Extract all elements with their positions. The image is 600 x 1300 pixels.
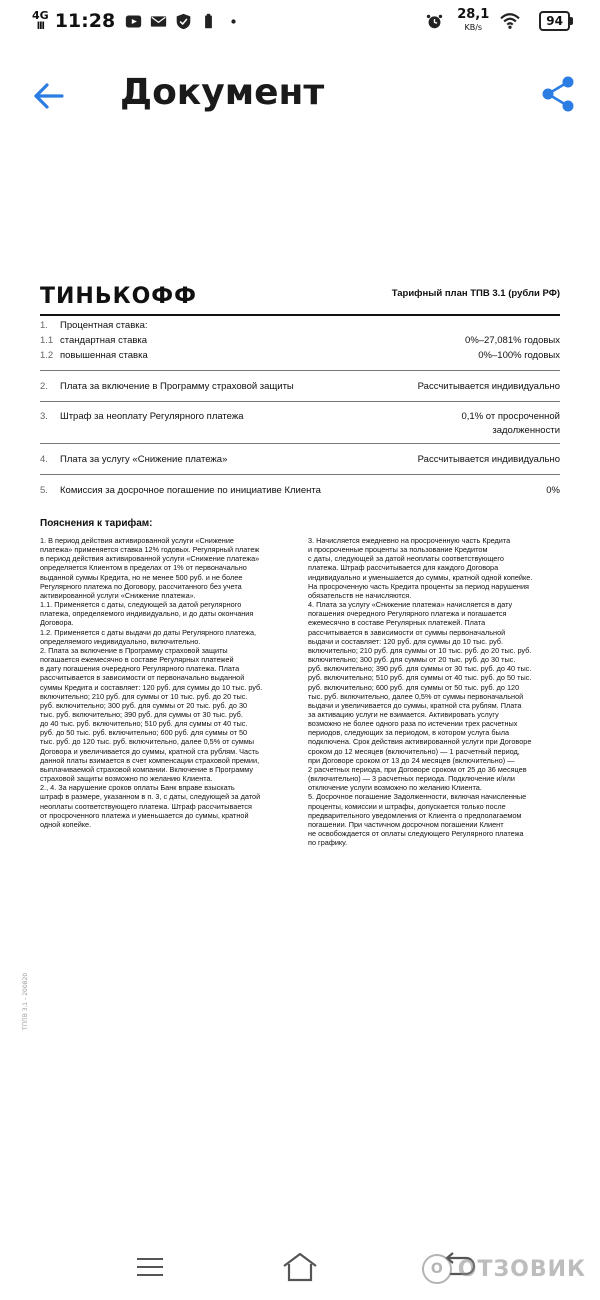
header-divider: [40, 314, 560, 316]
notes-title: Пояснения к тарифам:: [40, 518, 153, 529]
back-arrow-icon[interactable]: [28, 76, 68, 116]
menu-icon[interactable]: [136, 1256, 164, 1278]
speed-unit: KB/s: [464, 23, 483, 32]
alarm-icon: [426, 13, 443, 30]
wifi-icon: [499, 12, 521, 30]
shield-icon: [175, 13, 192, 30]
battery-saver-icon: [200, 13, 217, 30]
row-divider: [40, 474, 560, 475]
share-icon[interactable]: [538, 74, 578, 114]
row-label: Плата за услугу «Снижение платежа»: [60, 454, 228, 465]
speed-value: 28,1: [457, 7, 490, 22]
row-divider: [40, 370, 560, 371]
brand-logo: ТИНЬКОФФ: [40, 284, 197, 309]
row-value: 0%: [546, 485, 560, 496]
signal-bars-icon: lll: [36, 21, 44, 32]
watermark-logo-icon: О: [422, 1254, 452, 1284]
row-value: 0%–100% годовых: [478, 350, 560, 361]
row-label: Плата за включение в Программу страховой защиты: [60, 381, 294, 392]
status-left: [32, 10, 250, 32]
row-number: 1.1: [40, 335, 54, 346]
row-label: повышенная ставка: [60, 350, 148, 361]
more-dots-icon: [225, 13, 242, 30]
mail-icon: [150, 13, 167, 30]
row-label: Процентная ставка:: [60, 320, 148, 331]
row-value-cont: задолженности: [492, 425, 560, 436]
row-label: стандартная ставка: [60, 335, 148, 346]
row-number: 1.: [40, 320, 48, 331]
watermark: [422, 1254, 586, 1284]
app-bar: [0, 56, 600, 136]
row-number: 4.: [40, 454, 48, 465]
system-nav-bar: [0, 1240, 600, 1300]
row-value: 0,1% от просроченной: [461, 411, 560, 422]
network-type: 4G: [32, 9, 49, 22]
network-speed: [457, 8, 489, 34]
row-divider: [40, 443, 560, 444]
page-title: Документ: [120, 72, 325, 113]
row-number: 2.: [40, 381, 48, 392]
row-label: Комиссия за досрочное погашение по инициативе Клиента: [60, 485, 321, 496]
row-number: 5.: [40, 485, 48, 496]
row-label: Штраф за неоплату Регулярного платежа: [60, 411, 244, 422]
row-number: 1.2: [40, 350, 54, 361]
row-value: Рассчитывается индивидуально: [417, 454, 560, 465]
status-time: 11:28: [54, 10, 116, 32]
watermark-text: ОТЗОВИК: [457, 1256, 586, 1282]
row-divider: [40, 401, 560, 402]
network-indicator: [32, 10, 49, 32]
document-side-code: ТППВ 3.1 - 200820: [22, 972, 29, 1030]
notes-right-column: 3. Начисляется ежедневно на просроченную часть Кредита и просроченные проценты за пользование Кредитом с даты, следующей за датой неоплаты соответствующего платежа. Штраф рассчитывается для каждого Договора индивидуально и уменьшается до суммы, кратной одной копейке. На просроченную часть Кредита проценты за период нарушения обязательств не начисляются. 4. Плата за услугу «Снижение платежа» начисляется в дату погашения очередного Регулярного платежа и погашается ежемесячно в составе Регулярных платежей. Плата рассчитывается в зависимости от суммы первоначальной выдачи и составляет: 120 руб. для суммы до 10 тыс. руб. включительно; 210 руб. для суммы от 10 тыс. руб. до 20 тыс. руб. включительно; 300 руб. для суммы от 20 тыс. руб. до 30 тыс. руб. включительно; 390 руб. для суммы от 30 тыс. руб. до 40 тыс. руб. включительно; 510 руб. для суммы от 40 тыс. руб. до 50 тыс. руб. включительно; 600 руб. для суммы от 50 тыс. руб. до 120 тыс. руб. включительно, далее 0,5% от суммы первоначальной выдачи и увеличивается до суммы, кратной ста рублям. Плата за активацию услуги не взимается. Активировать услугу возможно не более одного раза по истечении трех расчетных периодов, следующих за периодом, в котором услуга была подключена. Срок действия активированной услуги при Договоре сроком до 12 месяцев (включительно) — 1 расчетный период, при Договоре сроком от 13 до 24 месяцев (включительно) — 2 расчетных периода, при Договоре сроком от 25 до 36 месяцев (включительно) — 3 расчетных периода. Подключение и/или отключение услуги возможно по желанию Клиента. 5. Досрочное погашение Задолженности, включая начисленные проценты, комиссии и штрафы, допускается только после предварительного уведомления от Клиента о предполагаемом погашении. При частичном досрочном погашении Клиент не освобождается от оплаты следующего Регулярного платежа по графику.: [308, 536, 533, 848]
row-value: Рассчитывается индивидуально: [417, 381, 560, 392]
status-bar: [0, 0, 600, 44]
notes-left-column: 1. В период действия активированной услуги «Снижение платежа» применяется ставка 12% годовых. Регулярный платеж в период действия активированной услуги «Снижение платежа» определяется Клиентом в пределах от 1% от первоначально выданной суммы Кредита, но не менее 500 руб. и не более Регулярного платежа по Договору, рассчитанного без учета активированной услуги «Снижение платежа». 1.1. Применяется с даты, следующей за датой регулярного платежа, определяемого индивидуально, и до даты окончания Договора. 1.2. Применяется с даты выдачи до даты Регулярного платежа, определяемого индивидуально, включительно. 2. Плата за включение в Программу страховой защиты погашается ежемесячно в составе Регулярных платежей в дату погашения очередного Регулярного платежа. Плата рассчитывается в зависимости от первоначально выданной суммы Кредита и составляет: 120 руб. для суммы до 10 тыс. руб. включительно; 210 руб. для суммы от 10 тыс. руб. до 20 тыс. руб. включительно; 300 руб. для суммы от 20 тыс. руб. до 30 тыс. руб. включительно; 390 руб. для суммы от 30 тыс. руб. до 40 тыс. руб. включительно; 510 руб. для суммы от 40 тыс. руб. до 50 тыс. руб. включительно; 600 руб. для суммы от 50 тыс. руб. до 120 тыс. руб. включительно, далее 0,5% от суммы Договора и увеличивается до суммы, кратной ста рублям. Часть данной платы взимается в счет компенсации страховой премии, выплачиваемой страховой компании. Включение в Программу страховой защиты возможно по желанию Клиента. 2., 4. За нарушение сроков оплаты Банк вправе взыскать штраф в размере, указанном в п. 3, с даты, следующей за датой неоплаты соответствующего платежа. Штраф рассчитывается от просроченного платежа и уменьшается до суммы, кратной одной копейке.: [40, 536, 263, 829]
status-right: [426, 8, 570, 34]
row-value: 0%–27,081% годовых: [465, 335, 560, 346]
plan-title: Тарифный план ТПВ 3.1 (рубли РФ): [391, 288, 560, 299]
row-number: 3.: [40, 411, 48, 422]
youtube-icon: [125, 13, 142, 30]
battery-indicator: 94: [539, 11, 570, 31]
home-icon[interactable]: [280, 1250, 320, 1284]
